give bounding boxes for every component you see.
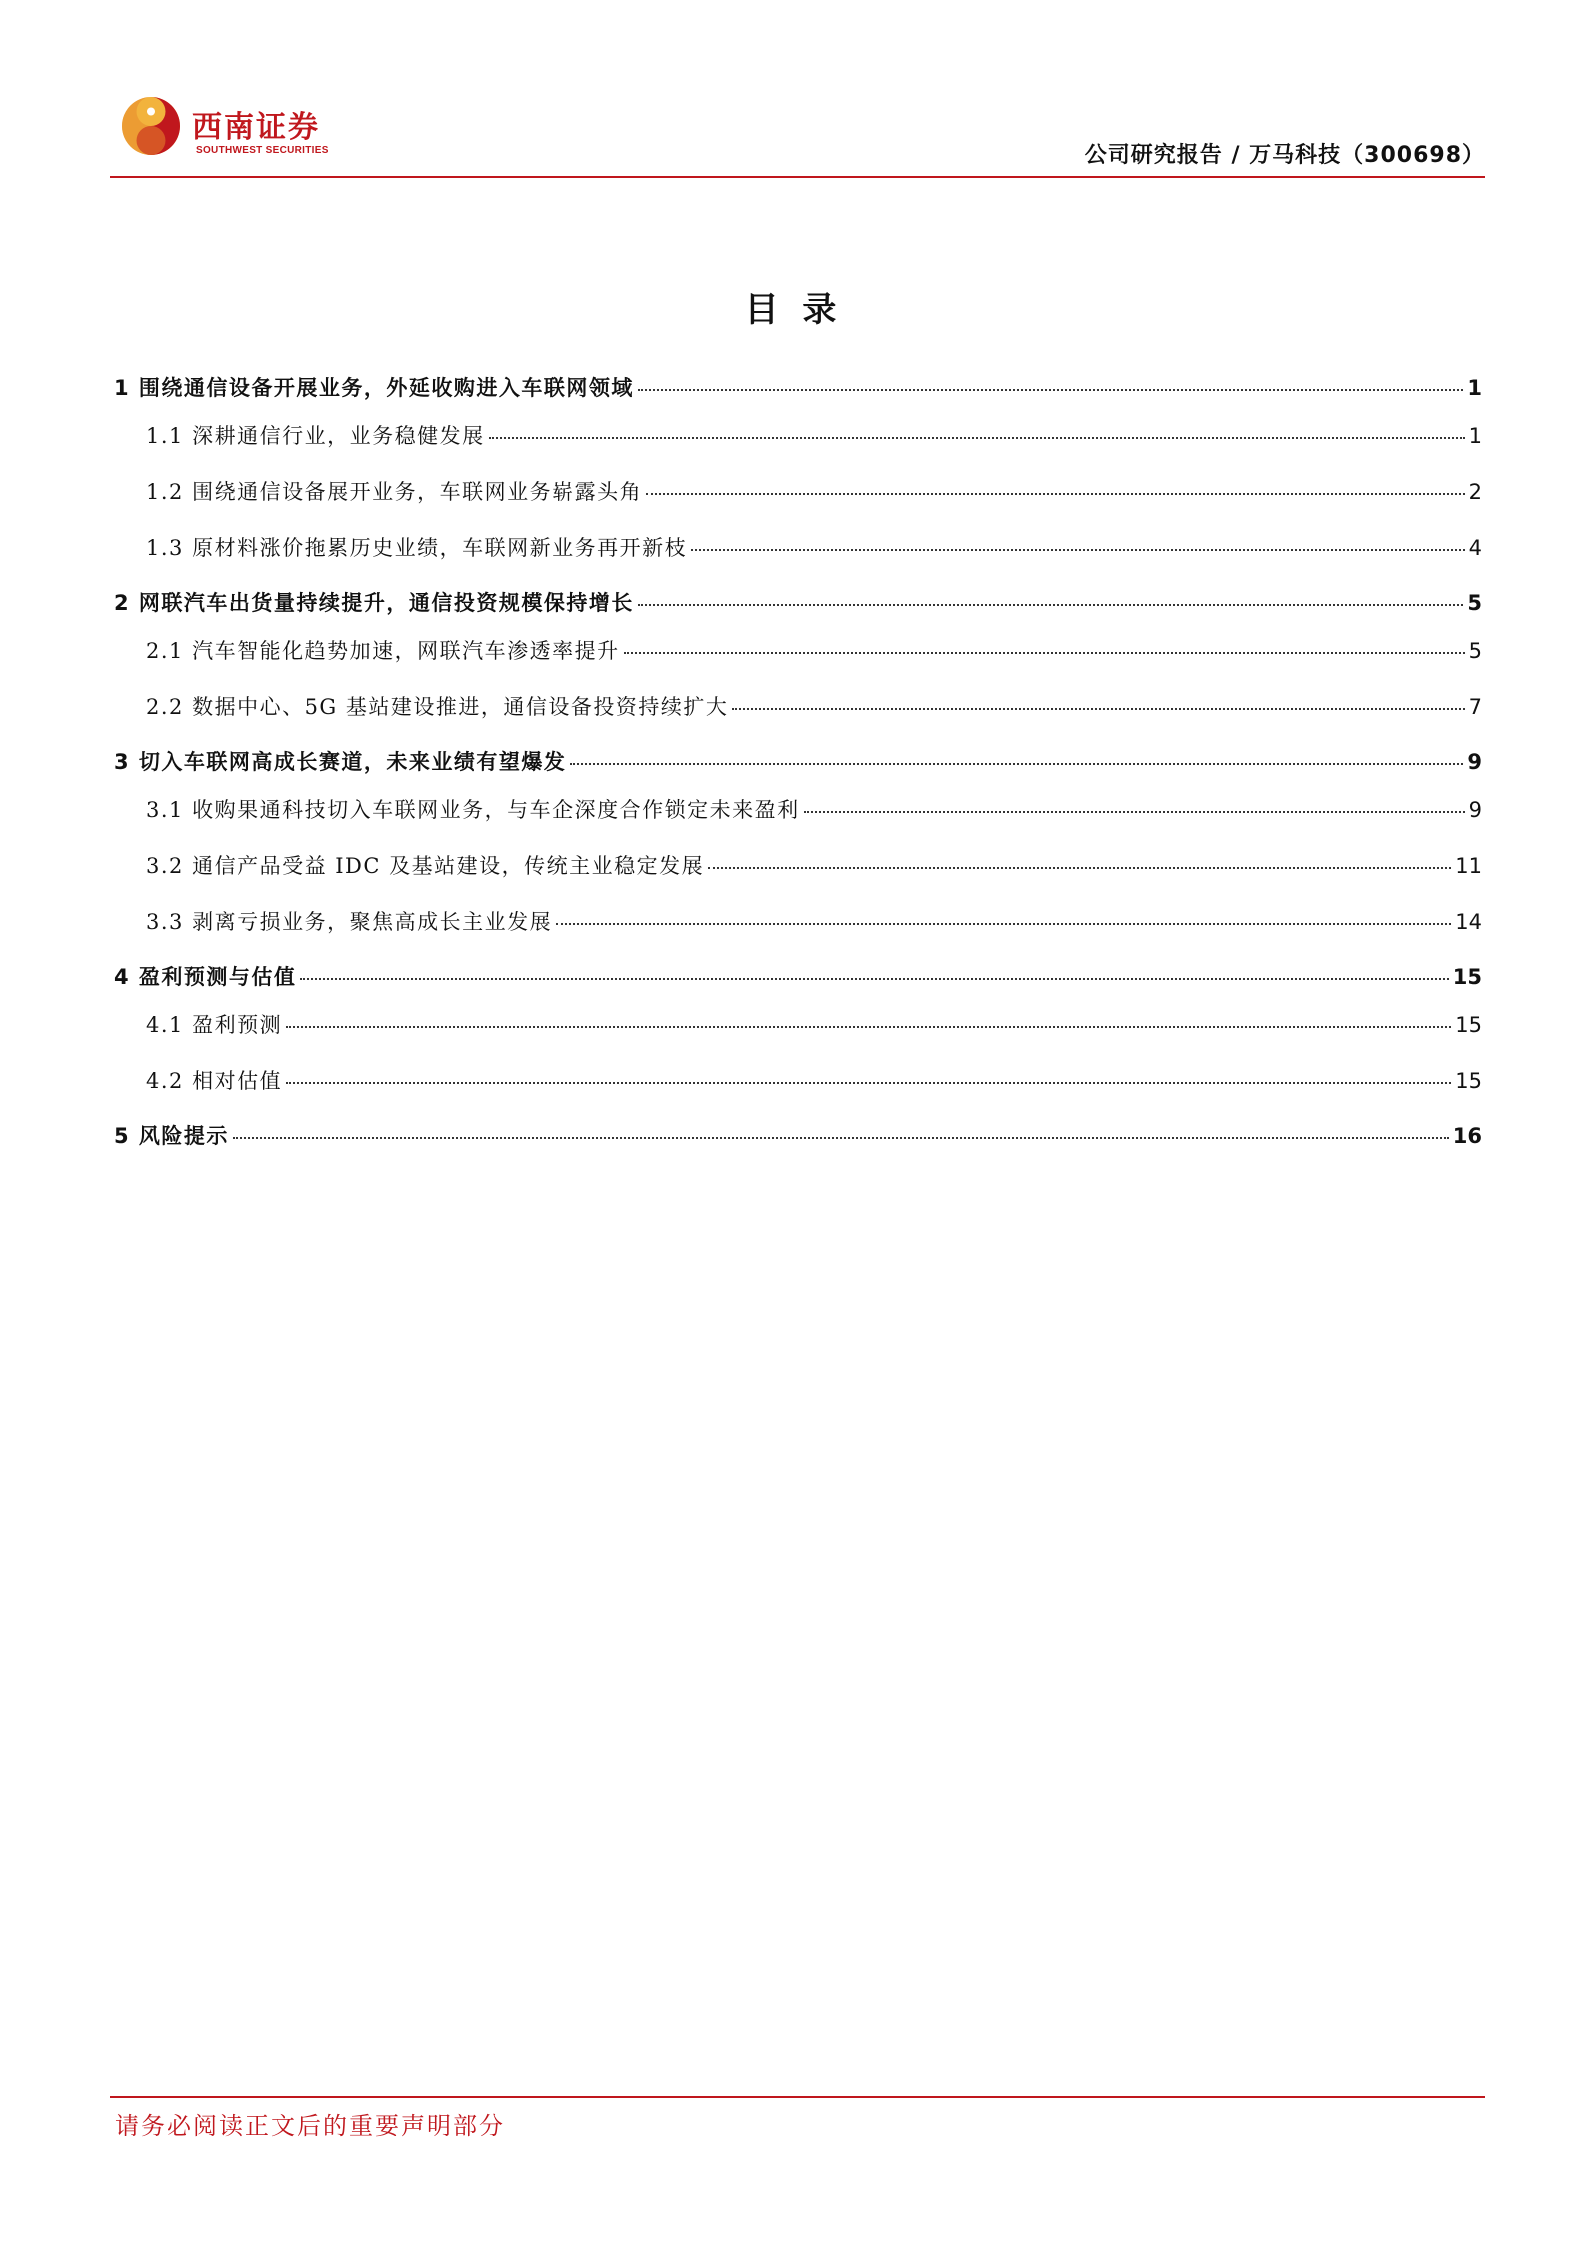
page-header: [110, 95, 1485, 175]
toc-entry-title: 1 围绕通信设备开展业务，外延收购进入车联网领域: [114, 376, 634, 400]
toc-entry-title: 4.1 盈利预测: [146, 1013, 283, 1037]
toc-section-entry[interactable]: [114, 1009, 1482, 1047]
toc-entry-title: 3.3 剥离亏损业务，聚焦高成长主业发展: [146, 910, 553, 934]
toc-section-entry[interactable]: [114, 794, 1482, 832]
toc-section-entry[interactable]: [114, 476, 1482, 514]
toc-dot-leader: [732, 708, 1464, 710]
table-of-contents: [114, 372, 1482, 1158]
toc-section-entry[interactable]: [114, 635, 1482, 673]
toc-page-number: 5: [1468, 639, 1482, 663]
company-logo: [120, 95, 360, 165]
toc-dot-leader: [489, 437, 1465, 439]
toc-chapter-entry[interactable]: [114, 372, 1482, 410]
toc-page-number: 14: [1455, 910, 1482, 934]
toc-section-entry[interactable]: [114, 532, 1482, 570]
toc-page-number: 4: [1468, 536, 1482, 560]
footer-disclaimer: 请务必阅读正文后的重要声明部分: [115, 2112, 505, 2140]
toc-entry-title: 2.2 数据中心、5G 基站建设推进，通信设备投资持续扩大: [146, 695, 729, 719]
report-title: 公司研究报告 / 万马科技（300698）: [1084, 143, 1485, 168]
toc-dot-leader: [286, 1082, 1451, 1084]
toc-dot-leader: [556, 923, 1451, 925]
toc-dot-leader: [286, 1026, 1451, 1028]
toc-dot-leader: [691, 549, 1465, 551]
toc-entry-title: 5 风险提示: [114, 1124, 229, 1148]
toc-dot-leader: [708, 867, 1451, 869]
toc-chapter-entry[interactable]: [114, 746, 1482, 784]
toc-entry-title: 4.2 相对估值: [146, 1069, 283, 1093]
toc-chapter-entry[interactable]: [114, 1120, 1482, 1158]
toc-page-number: 15: [1455, 1013, 1482, 1037]
toc-page-number: 7: [1468, 695, 1482, 719]
toc-entry-title: 3.2 通信产品受益 IDC 及基站建设，传统主业稳定发展: [146, 854, 705, 878]
toc-entry-title: 1.3 原材料涨价拖累历史业绩，车联网新业务再开新枝: [146, 536, 688, 560]
toc-section-entry[interactable]: [114, 1065, 1482, 1103]
toc-page-number: 1: [1467, 376, 1482, 400]
toc-page-number: 2: [1468, 480, 1482, 504]
toc-page-number: 16: [1452, 1124, 1482, 1148]
toc-entry-title: 1.1 深耕通信行业，业务稳健发展: [146, 424, 485, 448]
toc-dot-leader: [233, 1137, 1449, 1139]
toc-dot-leader: [646, 493, 1465, 495]
toc-page-number: 11: [1455, 854, 1482, 878]
toc-entry-title: 3 切入车联网高成长赛道，未来业绩有望爆发: [114, 750, 567, 774]
toc-dot-leader: [638, 389, 1463, 391]
footer-divider: [110, 2096, 1485, 2098]
toc-entry-title: 2.1 汽车智能化趋势加速，网联汽车渗透率提升: [146, 639, 620, 663]
toc-section-entry[interactable]: [114, 850, 1482, 888]
logo-english-name: SOUTHWEST SECURITIES: [196, 145, 329, 156]
toc-title: 目 录: [744, 290, 843, 330]
toc-page-number: 5: [1467, 591, 1482, 615]
toc-entry-title: 3.1 收购果通科技切入车联网业务，与车企深度合作锁定未来盈利: [146, 798, 800, 822]
toc-entry-title: 1.2 围绕通信设备展开业务，车联网业务崭露头角: [146, 480, 643, 504]
toc-entry-title: 4 盈利预测与估值: [114, 965, 297, 989]
toc-page-number: 1: [1468, 424, 1482, 448]
toc-entry-title: 2 网联汽车出货量持续提升，通信投资规模保持增长: [114, 591, 634, 615]
toc-dot-leader: [804, 811, 1465, 813]
toc-section-entry[interactable]: [114, 691, 1482, 729]
toc-dot-leader: [624, 652, 1465, 654]
header-divider: [110, 176, 1485, 178]
toc-page-number: 9: [1467, 750, 1482, 774]
toc-page-number: 15: [1452, 965, 1482, 989]
toc-page-number: 15: [1455, 1069, 1482, 1093]
toc-dot-leader: [638, 604, 1463, 606]
logo-emblem-icon: [120, 95, 182, 157]
toc-dot-leader: [570, 763, 1463, 765]
toc-page-number: 9: [1468, 798, 1482, 822]
toc-chapter-entry[interactable]: [114, 587, 1482, 625]
logo-chinese-name: 西南证券: [192, 110, 320, 145]
toc-dot-leader: [300, 978, 1448, 980]
toc-section-entry[interactable]: [114, 420, 1482, 458]
toc-section-entry[interactable]: [114, 906, 1482, 944]
toc-chapter-entry[interactable]: [114, 961, 1482, 999]
